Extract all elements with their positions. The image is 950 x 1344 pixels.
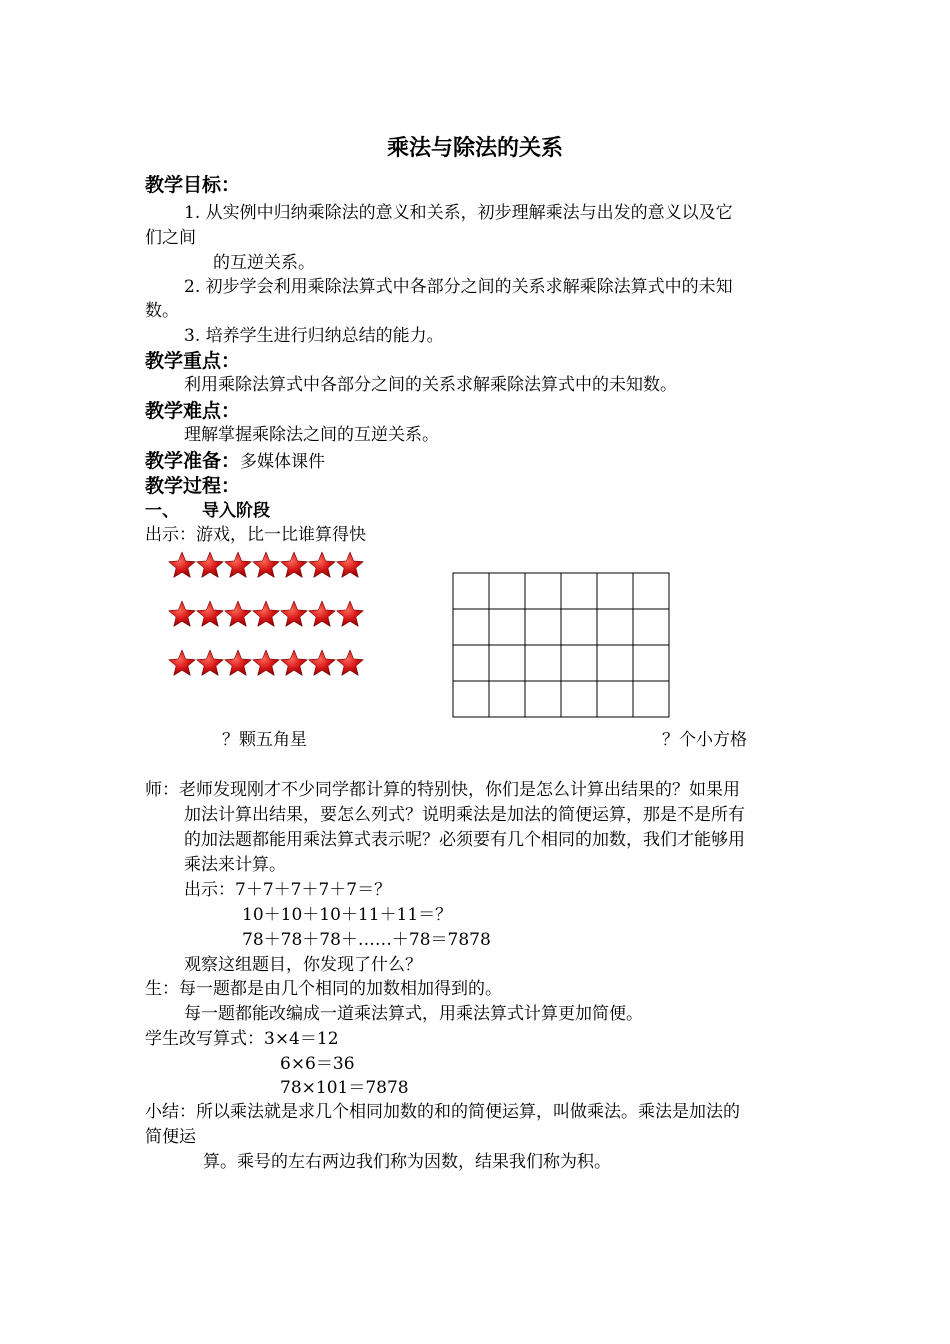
teacher-line-3: 的加法题都能用乘法算式表示呢？必须要有几个相同的加数，我们才能够用 <box>184 830 745 850</box>
preparation-line <box>145 448 325 475</box>
grid-cell <box>453 645 489 681</box>
star-icon <box>197 552 224 577</box>
grid-caption: ？个小方格 <box>662 730 747 750</box>
grid-cell <box>597 681 633 717</box>
grid-cell <box>489 645 525 681</box>
key-point-heading: 教学重点： <box>145 350 241 372</box>
objective-2-line-2: 数。 <box>145 301 179 321</box>
grid-cell <box>525 573 561 609</box>
objective-3: 3. 培养学生进行归纳总结的能力。 <box>184 326 444 346</box>
star-icon <box>309 552 336 577</box>
show-game-line: 出示：游戏，比一比谁算得快 <box>145 525 366 545</box>
grid-cell <box>597 573 633 609</box>
star-icon <box>225 650 252 675</box>
star-icon <box>337 552 364 577</box>
student-line-2: 每一题都能改编成一道乘法算式，用乘法算式计算更加简便。 <box>184 1004 643 1024</box>
grid-cell <box>597 645 633 681</box>
grid-cell <box>525 645 561 681</box>
star-icon <box>253 601 280 626</box>
key-point-text: 利用乘除法算式中各部分之间的关系求解乘除法算式中的未知数。 <box>184 375 677 395</box>
star-icon <box>253 650 280 675</box>
objective-1-line-1: 1. 从实例中归纳乘除法的意义和关系，初步理解乘法与出发的意义以及它 <box>184 203 733 223</box>
star-icon <box>197 650 224 675</box>
star-icon <box>225 552 252 577</box>
teacher-line-1: 师：老师发现刚才不少同学都计算的特别快，你们是怎么计算出结果的？如果用 <box>145 780 740 800</box>
grid-cell <box>561 681 597 717</box>
star-icon <box>253 552 280 577</box>
show-expression-3: 78＋78＋78＋……＋78＝7878 <box>242 930 491 950</box>
teacher-line-4: 乘法来计算。 <box>184 855 286 875</box>
student-line-1: 生：每一题都是由几个相同的加数相加得到的。 <box>145 979 502 999</box>
grid-cell <box>453 609 489 645</box>
process-heading: 教学过程： <box>145 475 241 497</box>
star-icon <box>197 601 224 626</box>
rewrite-line-3: 78×101＝7878 <box>280 1078 409 1098</box>
grid-cell <box>489 609 525 645</box>
star-icon <box>169 552 196 577</box>
summary-line-1: 小结：所以乘法就是求几个相同加数的和的简便运算，叫做乘法。乘法是加法的 <box>145 1102 740 1122</box>
grid-cell <box>525 681 561 717</box>
stars-caption: ？颗五角星 <box>222 730 307 750</box>
star-icon <box>309 650 336 675</box>
grid-cell <box>597 609 633 645</box>
grid-cell <box>561 609 597 645</box>
grid-cell <box>489 573 525 609</box>
grid-cell <box>561 573 597 609</box>
preparation-value: 多媒体课件 <box>240 452 326 472</box>
objective-2-line-1: 2. 初步学会利用乘除法算式中各部分之间的关系求解乘除法算式中的未知 <box>184 277 733 297</box>
grid-cell <box>633 609 669 645</box>
summary-line-3: 算。乘号的左右两边我们称为因数，结果我们称为积。 <box>203 1152 611 1172</box>
star-icon <box>337 601 364 626</box>
star-icon <box>281 552 308 577</box>
rewrite-line-1: 学生改写算式：3×4＝12 <box>145 1029 339 1049</box>
section-1-number: 一、 <box>145 501 179 521</box>
star-icon <box>281 601 308 626</box>
show-expression-1: 出示：7＋7＋7＋7＋7＝？ <box>184 880 392 900</box>
grid-cell <box>633 573 669 609</box>
star-icon <box>309 601 336 626</box>
grid-cell <box>561 645 597 681</box>
objectives-heading: 教学目标： <box>145 174 241 196</box>
show-expression-2: 10＋10＋10＋11＋11＝？ <box>242 905 453 925</box>
grid-cell <box>525 609 561 645</box>
grid-figure <box>452 572 672 720</box>
preparation-heading: 教学准备： <box>145 450 241 472</box>
observe-line: 观察这组题目，你发现了什么？ <box>184 955 422 975</box>
page-title: 乘法与除法的关系 <box>386 136 563 161</box>
section-1-title: 导入阶段 <box>202 501 270 521</box>
grid-cell <box>633 681 669 717</box>
star-icon <box>225 601 252 626</box>
teacher-line-2: 加法计算出结果，要怎么列式？说明乘法是加法的简便运算，那是不是所有 <box>184 805 745 825</box>
grid-cell <box>453 681 489 717</box>
star-icon <box>337 650 364 675</box>
rewrite-line-2: 6×6＝36 <box>280 1054 355 1074</box>
star-icon <box>169 601 196 626</box>
objective-1-line-2: 们之间 <box>145 228 196 248</box>
stars-figure <box>168 548 368 678</box>
grid-cell <box>453 573 489 609</box>
grid-cell <box>633 645 669 681</box>
objective-1-line-3: 的互逆关系。 <box>213 253 315 273</box>
grid-cell <box>489 681 525 717</box>
difficulty-heading: 教学难点： <box>145 400 241 422</box>
star-icon <box>281 650 308 675</box>
star-icon <box>169 650 196 675</box>
difficulty-text: 理解掌握乘除法之间的互逆关系。 <box>184 425 439 445</box>
summary-line-2: 简便运 <box>145 1127 196 1147</box>
